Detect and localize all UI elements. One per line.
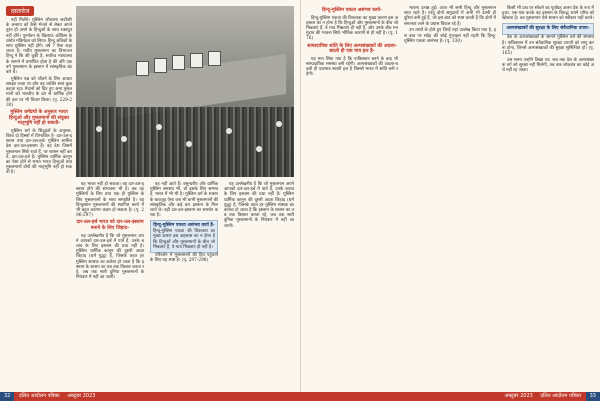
- right-col-2: [404, 6, 496, 45]
- highlight-box: [502, 23, 594, 35]
- paragraph: नहीं मिलेंगे। मुस्लिम जीवात्मा सर्वोपरि के अन्याय को कैसे भेजते से लेकर अपने तुरंत ही उसने के हिन्दुओं के साथ रक्तपूत नहीं होंगे। पुनर्गठन के खिलाफ ऑफिस के धर्मांत मंत्रिमंडल को लिया। हिन्दू अविकों के साथ मुस्लिम नहीं होंगे। वर्ष ? ऐसा कहा जाता है। गर्वीय मुसलमान का विभाजन हिन्दू ने कि की चुकी है, सर्वोच्च न्यायालय के सामने में प्रमाणित होता है की उनि एक वर्ग मुसलमान के इस्लाम में सांस्कृतिक बंटवारे थे।: [6, 18, 72, 76]
- page-number: 33: [586, 392, 600, 401]
- historical-photo: [76, 6, 294, 177]
- section-label: दस्तावेज: [6, 6, 34, 16]
- left-col-1: [6, 18, 72, 177]
- paragraph: भावना उत्पन्न हुई। आज भी सभी हिन्दू और मुसलमान साथ रहते हैं। परंतु दोनों समुदायों में अभी भी उतनी ही दूरियां बनी हुई हैं, जो इस बात को स्पष्ट करती हैं कि दोनों में समानता लाने के प्रयास विफल रहे हैं।: [404, 6, 496, 27]
- left-col-4: [224, 182, 294, 230]
- paragraph: मुस्लिम पक्ष को जीतने के लिए आधार समझा जाता था और वह व्यक्ति स्वयं कुछ कहता रहा। मैदानों को दिए हुए अन्य मुसलमानों को भारतीय के ढंग से धार्मिक होने की हक पर भी विचार किया। (पृ. 229-230): [6, 76, 72, 108]
- paragraph: हिन्दू-मुस्लिम एकता की विफलता का मुख्य कारण इस अहसास का न होना है कि हिन्दुओं और मुसलमानों के बीच जो भिन्नताएं हैं, वे मात्र भिन्नताएं ही नहीं हैं, और उनके बीच मनमुटाव की भावना सिर्फ भौतिक कारणों से ही नहीं है। (पृ. 176): [306, 15, 398, 42]
- right-col-1: [306, 6, 398, 79]
- box-text: हिन्दू-मुस्लिम एकता की विफलता का मुख्य कारण इस अहसास का न होना है कि हिन्दुओं और मुसलमानों के बीच जो भिन्नताएं हैं, वे मात्र भिन्नताएं ही नहीं हैं।: [153, 229, 215, 250]
- paragraph: उन तथ्यों के होते हुए जिन्हें यहां उल्लेख किया गया है, इस बात पर संदेह की कोई गुंजाइश नहीं रहती कि हिन्दू-मुस्लिम एकता असंभव है। (पृ. 330): [404, 28, 496, 44]
- left-col-2: [76, 182, 144, 282]
- issue-date: अक्टूबर 2023: [504, 393, 533, 399]
- paragraph: मुस्लिम धर्म के सिद्धांतों के अनुसार, विश्व दो हिस्सों में विभाजित है- दार-उल-इस्लाम तथा दार-उल-हर्ब। मुस्लिम शासित देश दार-उल-इस्लाम हैं। वह देश जिसमें मुसलमान सिर्फ रहते हैं, पर शासन नहीं करते, दार-उल-हर्ब है। मुस्लिम धार्मिक कानून का ऐसा होने से भारत भारत हिन्दुओं तथा मुसलमानों दोनों की मातृभूमि नहीं हो सकती है।: [6, 128, 72, 176]
- paragraph: वह नहीं आते हैं। वसुन्धरीय और धार्मिक मुस्लिम समस्या भी, तो इसके लिए सम्भव है, भारत में भी भी है। मुस्लिम धर्म के शासन के बावजूद ऐसा जब भी कभी मुसलमानों की सांस्कृतिक और कई बार इस्लाम के मिल जाते थे। वही दार-उल-इस्लाम का समर्थन करता है।: [150, 182, 218, 219]
- page-number: 32: [0, 392, 14, 401]
- box-heading: हिन्दू-मुस्लिम एकता असंभव कार्य है-: [153, 222, 215, 228]
- paragraph: देश के अल्पसंख्यकों के सामने मुस्लिम धर्म की समस्या है। पाकिस्तान में उन संवैधानिक सुरक्षा उपायों को लागू करना होगा, जिनसे अल्पसंख्यकों की सुरक्षा सुनिश्चित हो। (पृ. 165): [502, 35, 594, 56]
- magazine-name: दलित आंदोलन पत्रिका: [18, 393, 60, 399]
- issue-date: अक्टूबर 2023: [67, 393, 96, 399]
- paragraph: यह उल्लेखनीय है कि जो मुसलमान अपने आपको दार-उल-हर्ब में पाते हैं, उनके बचाव के लिए इस्लाम की प्रथा नहीं है। मुस्लिम धार्मिक कानून की दूसरी आज्ञा जिहाद (धर्म युद्ध) है, जिसके तहत हर मुस्लिम शासक का कर्तव्य हो जाता है कि इस्लाम के शासन का तब तक विस्तार करता रहे, जब तक सारी दुनिया मुसलमानों के नियंत्रण में नहीं आ जाती।: [76, 233, 144, 281]
- paragraph: वह भारत नहीं हो सकता। वह दार-उल-इस्लाम होने की संभावना भी है। तब वह मुस्लिमों के लिए तथा एक ही मुस्लिम के लिए मुसलमानों के साथ समझौते है। वह हिन्दुस्तान मुसलमानों की स्थापित करने में भी बहुत कारगर कदम हो सकता है। (पृ. 296-297): [76, 182, 144, 219]
- left-col-3: [150, 182, 218, 265]
- magazine-name: दलित आंदोलन पत्रिका: [540, 393, 582, 399]
- highlight-box: [150, 220, 218, 253]
- section-heading: दार-उल-हर्ब भारत को दार-उल-इस्लाम बनाने के लिए जिहाद-: [76, 220, 144, 232]
- box-heading: अल्पसंख्यकों की सुरक्षा के लिए संवैधानिक उपाय-: [506, 26, 590, 32]
- section-heading: मुस्लिम धर्मग्रंथों के अनुसार भारत हिन्दुओं और मुसलमानों की संयुक्त मातृभूमि नहीं हो सकती-: [9, 109, 69, 127]
- right-footer: [300, 392, 600, 401]
- paragraph: उस समय उन्होंने लिखा था। जब तक देश के अल्पसंख्यक वर्ग को सुरक्षा नहीं मिलेगी, तब तक लोकतंत्र का कोई अर्थ नहीं रह जाता।: [502, 57, 594, 74]
- paragraph: किसी भी प्रश्न पर सोचने का पूर्वाग्रह अलग देश के रूप में हुआ, एक-एक करके वह इस्लाम के विरुद्ध अपने चरित्र को खोलता है। तब मुसलमान ऐसे शासन को स्वीकार नहीं करते।: [502, 6, 594, 22]
- section-heading: साम्प्रदायिक शांति के लिए अल्पसंख्यकों की अदला-बदली ही एक मात्र हल है-: [307, 43, 397, 55]
- section-heading: हिन्दू-मुस्लिम एकता असंभव कार्य-: [322, 8, 382, 13]
- paragraph: यह उल्लेखनीय है कि जो मुसलमान अपने आपको दार-उल-हर्ब में पाते हैं, उनके बचाव के लिए इस्लाम की प्रथा नहीं है। मुस्लिम धार्मिक कानून की दूसरी आज्ञा जिहाद (धर्म युद्ध) है, जिसके तहत हर मुस्लिम शासक का कर्तव्य हो जाता है कि इस्लाम के शासन का तब तक विस्तार करता रहे, जब तक सारी दुनिया मुसलमानों के नियंत्रण में नहीं आ जाती।: [224, 182, 294, 229]
- left-footer: [0, 392, 300, 401]
- paragraph: यह मान लिया गया है कि पाकिस्तान बनने के बाद भी साम्प्रदायिक समस्या बनी रहेगी। अल्पसंख्यकों की अदला-बदली ही एकमात्र स्थायी हल है जिससे भारत में शांति बनी रहेगी।: [306, 56, 398, 78]
- right-page: [300, 0, 600, 401]
- right-col-3: [502, 6, 594, 75]
- paragraph: परिवर्तन में मुसलमानों की हित पहुंचाने के लिए यह स्पष्ट है। (पृ. 297-298): [150, 252, 218, 264]
